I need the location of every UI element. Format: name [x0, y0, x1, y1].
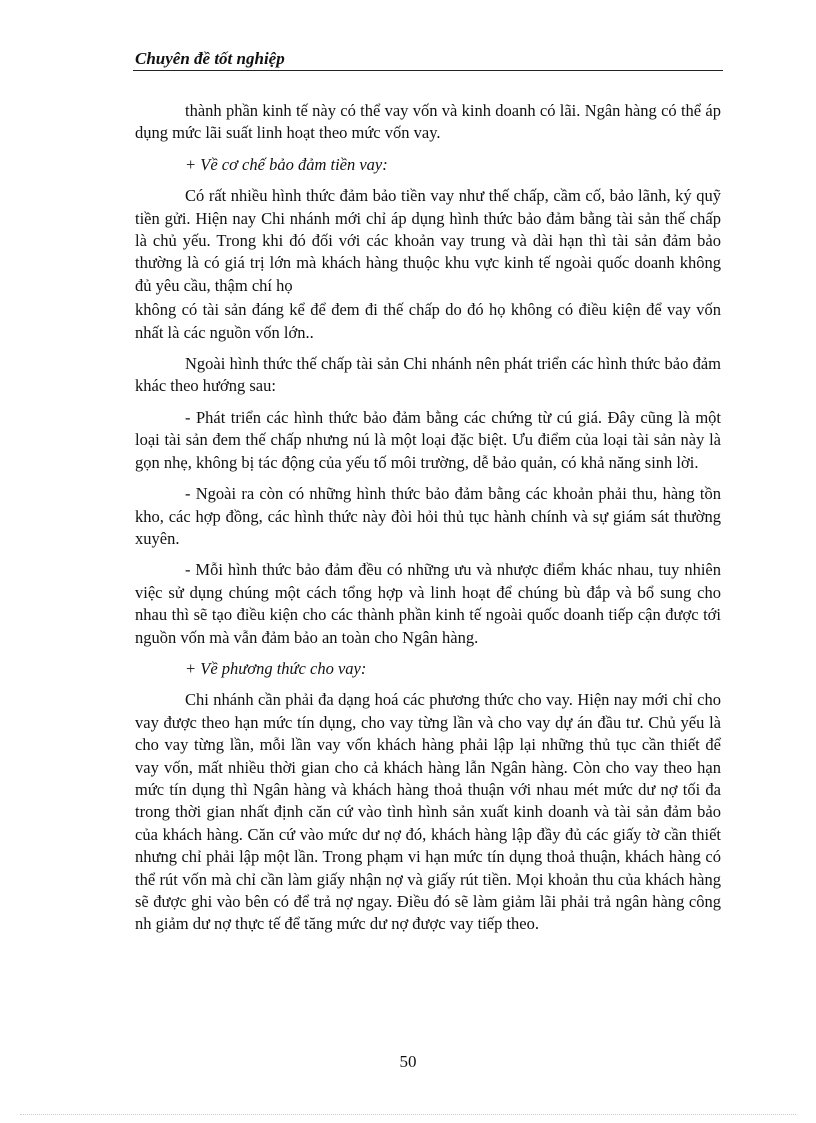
section-heading: + Về cơ chế bảo đảm tiền vay: — [185, 154, 388, 174]
body-text — [135, 100, 721, 945]
paragraph: - Mỗi hình thức bảo đảm đều có những ưu và nhược điểm khác nhau, tuy nhiên việc sử dụng chúng một cách tổng hợp và linh hoạt để chúng bù đắp và bổ sung cho nhau thì sẽ tạo điều kiện cho các thành phần kinh tế ngoài quốc doanh tiếp cận được tới nguồn vốn mà vẫn đảm bảo an toàn cho Ngân hàng. — [135, 560, 721, 647]
section-heading: + Về phương thức cho vay: — [185, 658, 367, 678]
footer-rule — [20, 1114, 796, 1115]
header-title: Chuyên đề tốt nghiệp — [135, 49, 285, 68]
paragraph: không có tài sản đáng kể để đem đi thế chấp do đó họ không có điều kiện để vay vốn nhất là các nguồn vốn lớn.. — [135, 300, 721, 342]
paragraph: thành phần kinh tế này có thể vay vốn và kinh doanh có lãi. Ngân hàng có thể áp dụng mức lãi suất linh hoạt theo mức vốn vay. — [135, 101, 721, 143]
page-number: 50 — [399, 1052, 417, 1071]
paragraph: Chi nhánh cần phải đa dạng hoá các phương thức cho vay. Hiện nay mới chỉ cho vay được theo hạn mức tín dụng, cho vay từng lần và cho vay dự án đầu tư. Chủ yếu là cho vay từng lần, mỗi lần vay vốn khách hàng phải lập lại những thủ tục cần thiết để vay vốn, mất nhiều thời gian cho cả khách hàng lẫn Ngân hàng. Còn cho vay theo hạn mức tín dụng thì Ngân hàng và khách hàng thoả thuận với nhau mét mức dư nợ tối đa trong thời gian nhất định căn cứ vào tình hình sản xuất kinh doanh và tài sản đảm bảo của khách hàng. Căn cứ vào mức dư nợ đó, khách hàng lập đầy đủ các giấy tờ cần thiết nhưng chỉ phải lập một lần. Trong phạm vi hạn mức tín dụng thoả thuận, khách hàng có thể rút vốn mà chỉ cần làm giấy nhận nợ và giấy rút tiền. Mọi khoản thu của khách hàng sẽ được ghi vào bên có để trả nợ ngay. Điều đó sẽ làm giảm lãi phải trả ngân hàng công nh giảm dư nợ thực tế để tăng mức dư nợ được vay tiếp theo. — [135, 690, 721, 934]
header-rule — [133, 70, 723, 71]
paragraph: - Phát triển các hình thức bảo đảm bằng các chứng từ cú giá. Đây cũng là một loại tài sản đem thế chấp nhưng nú là một loại đặc biệt. Ưu điểm của loại tài sản này là gọn nhẹ, không bị tác động của yếu tố môi trường, dễ bảo quản, có khả năng sinh lời. — [135, 407, 721, 472]
paragraph: - Ngoài ra còn có những hình thức bảo đảm bằng các khoản phải thu, hàng tồn kho, các hợp đồng, các hình thức này đòi hỏi thủ tục hành chính và sự giám sát thường xuyên. — [135, 484, 721, 548]
paragraph: Ngoài hình thức thế chấp tài sản Chi nhánh nên phát triển các hình thức bảo đảm khác theo hướng sau: — [135, 354, 721, 396]
paragraph: Có rất nhiều hình thức đảm bảo tiền vay như thế chấp, cầm cố, bảo lãnh, ký quỹ tiền gửi. Hiện nay Chi nhánh mới chỉ áp dụng hình thức bảo đảm bằng tài sản thế chấp là chủ yếu. Trong khi đó đối với các khoản vay trung và dài hạn thì tài sản đảm bảo thường là có giá trị lớn mà khách hàng thuộc khu vực kinh tế ngoài quốc doanh không đủ yêu cầu, thậm chí họ — [135, 186, 721, 295]
